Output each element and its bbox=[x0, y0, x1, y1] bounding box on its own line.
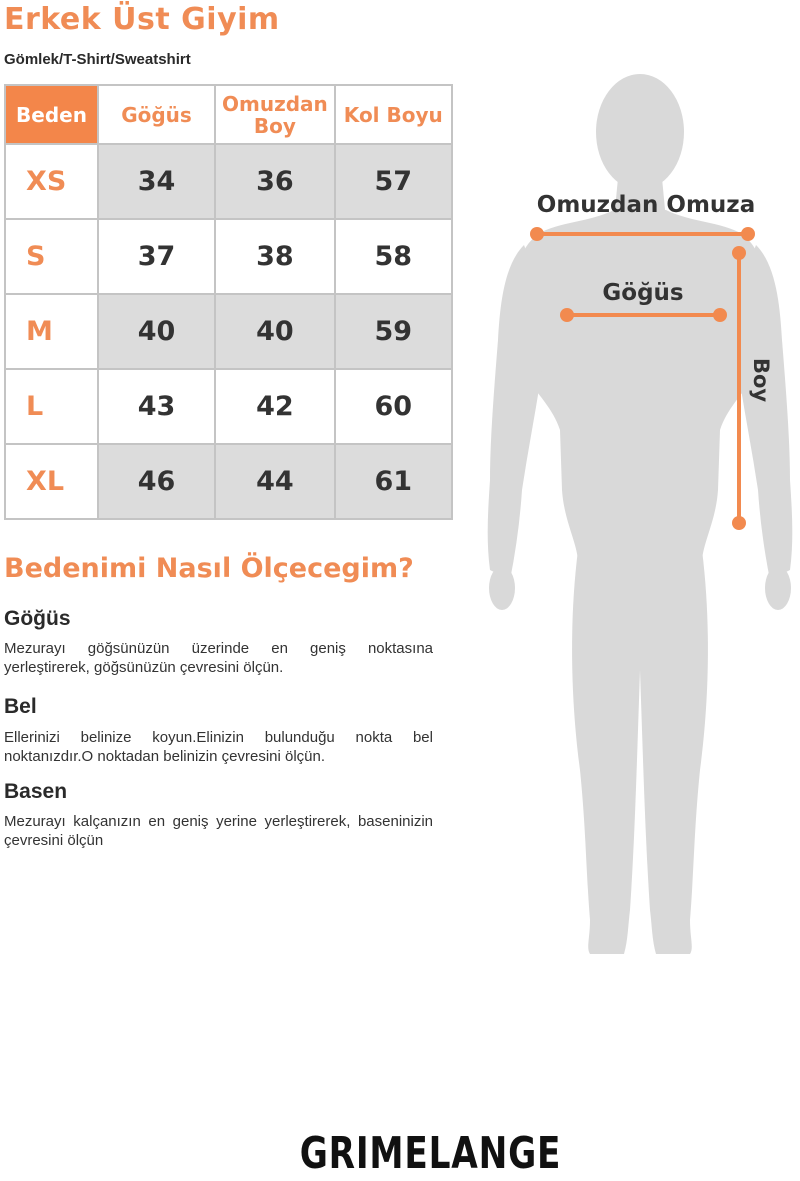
chest-cell: 46 bbox=[98, 444, 215, 519]
body-silhouette-figure bbox=[480, 70, 798, 970]
sleeve-cell: 60 bbox=[335, 369, 452, 444]
chest-label: Göğüs bbox=[602, 280, 684, 306]
section-text-hip: Mezurayı kalçanızın en geniş yerine yerleştirerek, baseninizin çevresini ölçün bbox=[4, 813, 433, 849]
sleeve-cell: 61 bbox=[335, 444, 452, 519]
chest-dot-right bbox=[713, 308, 727, 322]
length-label: Boy bbox=[749, 358, 773, 403]
length-cell: 40 bbox=[215, 294, 335, 369]
shoulder-label: Omuzdan Omuza bbox=[536, 192, 756, 218]
shoulder-dot-right bbox=[741, 227, 755, 241]
header-sleeve-length: Kol Boyu bbox=[335, 85, 452, 144]
size-cell: L bbox=[5, 369, 98, 444]
table-row bbox=[5, 369, 452, 444]
page-title: Erkek Üst Giyim bbox=[4, 2, 280, 37]
chest-cell: 43 bbox=[98, 369, 215, 444]
length-cell: 38 bbox=[215, 219, 335, 294]
table-row bbox=[5, 219, 452, 294]
sleeve-cell: 58 bbox=[335, 219, 452, 294]
header-shoulder-length: Omuzdan Boy bbox=[215, 85, 335, 144]
length-dot-bottom bbox=[732, 516, 746, 530]
length-cell: 36 bbox=[215, 144, 335, 219]
table-row bbox=[5, 144, 452, 219]
section-text-chest: Mezurayı göğsünüzün üzerinde en geniş noktasına yerleştirerek, göğsünüzün çevresini ölçün. bbox=[4, 640, 433, 676]
section-heading-hip: Basen bbox=[4, 780, 68, 803]
size-cell: S bbox=[5, 219, 98, 294]
length-cell: 44 bbox=[215, 444, 335, 519]
sleeve-cell: 57 bbox=[335, 144, 452, 219]
chest-cell: 40 bbox=[98, 294, 215, 369]
chest-cell: 34 bbox=[98, 144, 215, 219]
table-header-row bbox=[5, 85, 452, 144]
size-cell: M bbox=[5, 294, 98, 369]
length-cell: 42 bbox=[215, 369, 335, 444]
section-heading-waist: Bel bbox=[4, 695, 37, 718]
size-cell: XS bbox=[5, 144, 98, 219]
page-subtitle: Gömlek/T-Shirt/Sweatshirt bbox=[4, 51, 191, 68]
section-text-waist: Ellerinizi belinize koyun.Elinizin bulunduğu nokta bel noktanızdır.O noktadan belinizin çevresini ölçün. bbox=[4, 729, 433, 765]
header-size: Beden bbox=[5, 85, 98, 144]
shoulder-dot-left bbox=[530, 227, 544, 241]
section-heading-chest: Göğüs bbox=[4, 607, 71, 630]
size-cell: XL bbox=[5, 444, 98, 519]
brand-logo: GRIMELANGE bbox=[299, 1128, 562, 1179]
how-to-measure-title: Bedenimi Nasıl Ölçecegim? bbox=[4, 553, 414, 584]
table-row bbox=[5, 444, 452, 519]
chest-cell: 37 bbox=[98, 219, 215, 294]
sleeve-cell: 59 bbox=[335, 294, 452, 369]
header-chest: Göğüs bbox=[98, 85, 215, 144]
size-table bbox=[4, 84, 453, 520]
table-row bbox=[5, 294, 452, 369]
chest-dot-left bbox=[560, 308, 574, 322]
length-dot-top bbox=[732, 246, 746, 260]
